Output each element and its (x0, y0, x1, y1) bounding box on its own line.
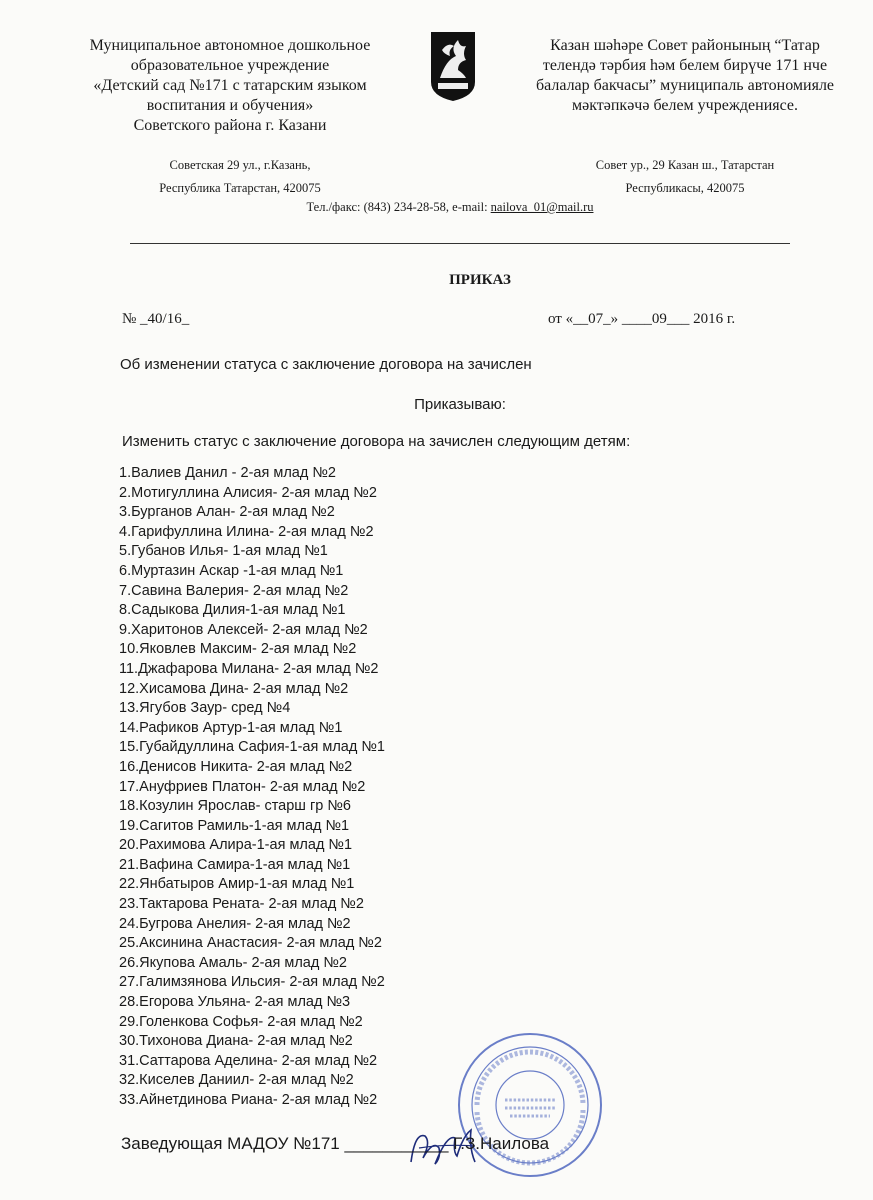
header-right-line: мәктәпкәчә белем учреждениясе. (571, 97, 799, 114)
order-intro: Изменить статус с заключение договора на зачислен следующим детям: (122, 433, 631, 450)
children-list (119, 464, 385, 1111)
kazan-crest-icon (428, 30, 478, 102)
phone-fax: Тел./факс: (843) 234-28-58, e-mail: (306, 200, 491, 214)
document-title: ПРИКАЗ (449, 272, 511, 288)
list-item: 18.Козулин Ярослав- старш гр №6 (119, 798, 351, 815)
list-item: 17.Ануфриев Платон- 2-ая млад №2 (119, 778, 366, 795)
header-right-tatar (520, 36, 850, 116)
header-left-line: Муниципальное автономное дошкольное (89, 37, 371, 54)
list-item: 14.Рафиков Артур-1-ая млад №1 (119, 719, 343, 736)
list-item: 4.Гарифуллина Илина- 2-ая млад №2 (119, 523, 374, 540)
list-item: 22.Янбатыров Амир-1-ая млад №1 (119, 876, 355, 893)
header-left-line: воспитания и обучения» (146, 97, 314, 114)
order-subject: Об изменении статуса с заключение договора на зачислен (120, 356, 532, 373)
list-item: 19.Сагитов Рамиль-1-ая млад №1 (119, 817, 350, 834)
address-line: Советская 29 ул., г.Казань, (169, 158, 311, 172)
list-item: 16.Денисов Никита- 2-ая млад №2 (119, 758, 353, 775)
list-item: 3.Бурганов Алан- 2-ая млад №2 (119, 504, 335, 521)
list-item: 33.Айнетдинова Риана- 2-ая млад №2 (119, 1092, 378, 1108)
address-left (120, 154, 360, 200)
list-item: 1.Валиев Данил - 2-ая млад №2 (119, 465, 336, 481)
list-item: 7.Савина Валерия- 2-ая млад №2 (119, 582, 349, 599)
list-item: 29.Голенкова Софья- 2-ая млад №2 (119, 1013, 363, 1030)
list-item: 2.Мотигуллина Алисия- 2-ая млад №2 (119, 484, 377, 501)
header-left-line: образовательное учреждение (130, 57, 330, 74)
list-item: 30.Тихонова Диана- 2-ая млад №2 (119, 1033, 353, 1050)
list-item: 21.Вафина Самира-1-ая млад №1 (119, 856, 351, 873)
header-right-line: телендә тәрбия һәм белем бирүче 171 нче (542, 57, 828, 74)
address-right (560, 154, 810, 200)
list-item: 24.Бугрова Анелия- 2-ая млад №2 (119, 915, 351, 932)
address-line: Республика Татарстан, 420075 (159, 181, 321, 195)
list-item: 25.Аксинина Анастасия- 2-ая млад №2 (119, 935, 382, 952)
list-item: 10.Яковлев Максим- 2-ая млад №2 (119, 641, 357, 658)
order-date: от «__07_» ____09___ 2016 г. (548, 311, 736, 327)
list-item: 5.Губанов Илья- 1-ая млад №1 (119, 543, 328, 560)
list-item: 27.Галимзянова Ильсия- 2-ая млад №2 (119, 974, 385, 991)
list-item: 26.Якупова Амаль- 2-ая млад №2 (119, 954, 347, 971)
list-item: 31.Саттарова Аделина- 2-ая млад №2 (119, 1052, 378, 1069)
list-item: 6.Муртазин Аскар -1-ая млад №1 (119, 562, 344, 579)
address-line: Республикасы, 420075 (625, 181, 745, 195)
list-item: 23.Тактарова Рената- 2-ая млад №2 (119, 896, 364, 913)
order-number: № _40/16_ (122, 311, 190, 327)
header-left-line: «Детский сад №171 с татарским языком (93, 77, 367, 94)
header-left-line: Советского района г. Казани (133, 117, 327, 134)
list-item: 28.Егорова Ульяна- 2-ая млад №3 (119, 994, 351, 1011)
list-item: 13.Ягубов Заур- сред №4 (119, 700, 291, 717)
list-item: 12.Хисамова Дина- 2-ая млад №2 (119, 680, 349, 697)
header-right-line: балалар бакчасы” муниципаль автономияле (535, 77, 835, 94)
email-link[interactable]: nailova_01@mail.ru (490, 200, 594, 214)
list-item: 32.Киселев Даниил- 2-ая млад №2 (119, 1072, 354, 1089)
list-item: 8.Садыкова Дилия-1-ая млад №1 (119, 602, 346, 619)
list-item: 20.Рахимова Алира-1-ая млад №1 (119, 837, 353, 854)
header-divider (130, 243, 790, 244)
contact-line (200, 200, 700, 215)
list-item: 11.Джафарова Милана- 2-ая млад №2 (119, 660, 379, 677)
list-item: 15.Губайдуллина Сафия-1-ая млад №1 (119, 739, 385, 756)
list-item: 9.Харитонов Алексей- 2-ая млад №2 (119, 621, 368, 638)
address-line: Совет ур., 29 Казан ш., Татарстан (595, 158, 775, 172)
header-left-russian (70, 36, 390, 136)
signature-line: Заведующая МАДОУ №171 ___________ Г.З.Наилова (121, 1134, 550, 1153)
header-right-line: Казан шәһәре Совет районының “Татар (550, 37, 820, 54)
order-word: Приказываю: (414, 396, 506, 413)
